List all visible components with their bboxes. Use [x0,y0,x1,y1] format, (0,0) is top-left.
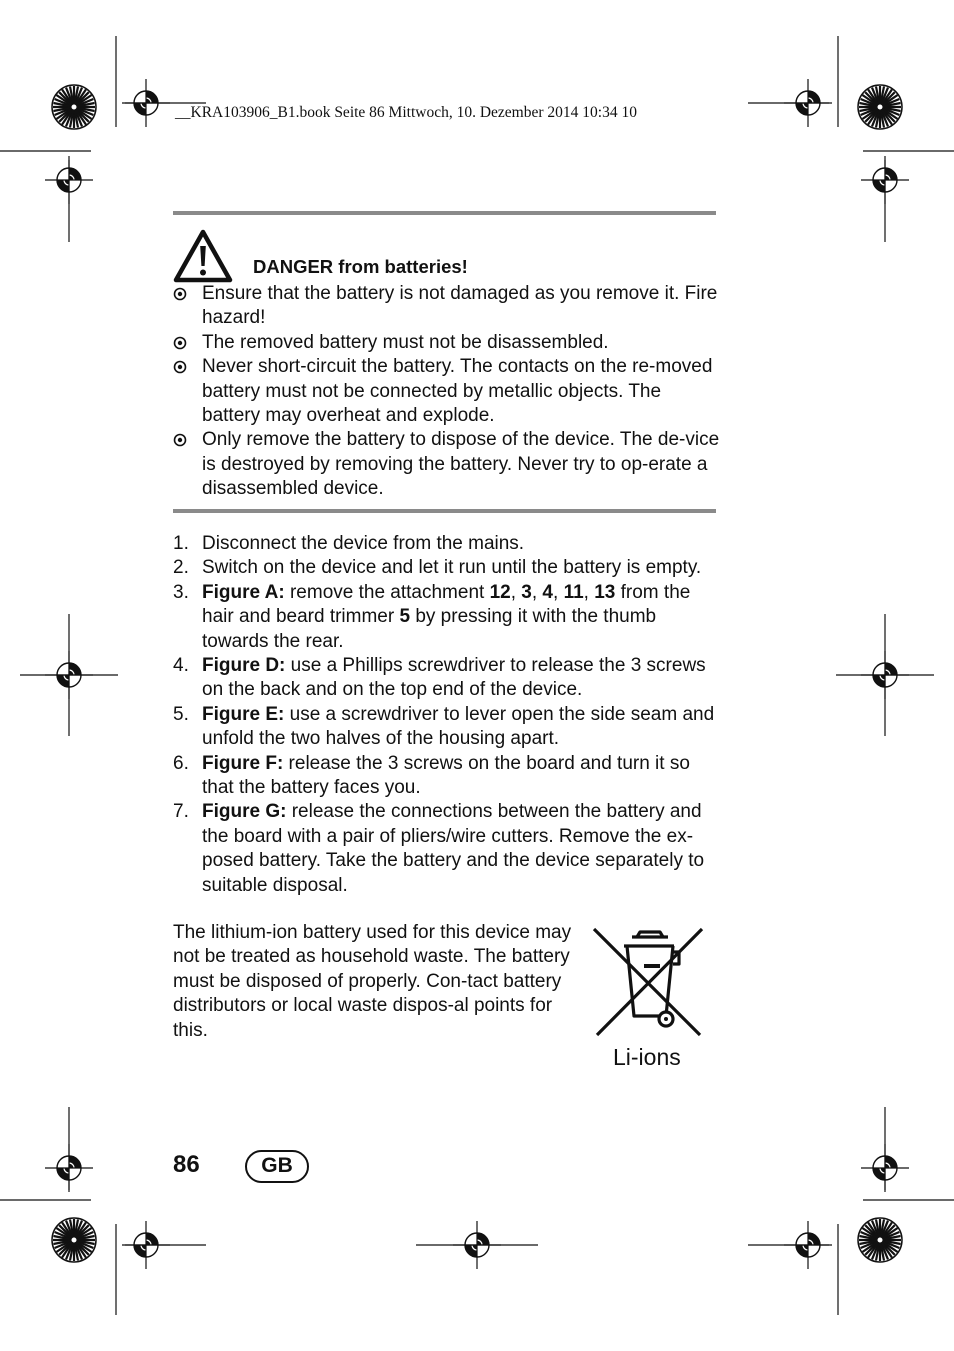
page-number: 86 [173,1151,200,1178]
step-2 [173,556,721,580]
list-item [173,282,721,331]
step-number: 5. [173,703,189,725]
bullet-text: Never short-circuit the battery. The contacts on the re-moved battery must not be connected by metallic objects. The battery may overheat and explode. [202,356,713,427]
separator: , [510,581,522,603]
step-text: release the connections between the battery and the board with a pair of pliers/wire cutters. Remove the ex-posed battery. Take the battery and the device separately to suitable disposal. [202,801,705,896]
circle-bullet-icon [173,360,187,374]
separator: , [531,581,543,603]
part-ref: 12 [489,581,511,603]
circle-bullet-icon [173,336,187,350]
print-file-info: __KRA103906_B1.book Seite 86 Mittwoch, 10. Dezember 2014 10:34 10 [175,104,637,121]
danger-box-top-rule [173,211,716,215]
list-item [173,331,721,355]
step-text: use a Phillips screwdriver to release the 3 screws on the back and on the top end of the device. [202,655,706,701]
circle-bullet-icon [173,287,187,301]
step-number: 7. [173,801,189,823]
bin-icon-caption: Li-ions [613,1044,681,1070]
circle-bullet-icon [173,433,187,447]
step-text: Switch on the device and let it run until the battery is empty. [202,557,702,579]
danger-box-bottom-rule [173,509,716,513]
part-ref: 4 [542,581,553,603]
list-item [173,355,721,428]
danger-bullet-list [173,282,721,502]
step-number: 4. [173,655,189,677]
separator: , [553,581,564,603]
bullet-text: Ensure that the battery is not damaged as you remove it. Fire hazard! [202,283,718,329]
disassembly-steps [173,532,721,898]
step-number: 2. [173,557,189,579]
step-number: 3. [173,581,189,603]
list-item [173,428,721,501]
step-4 [173,654,721,703]
figure-label: Figure F: [202,752,284,774]
part-ref: 3 [521,581,532,603]
part-ref: 11 [563,581,584,603]
part-ref: 5 [399,606,411,628]
bullet-text: Only remove the battery to dispose of the device. The de-vice is destroyed by removing the battery. Never try to op-erate a disassembled device. [202,429,720,500]
figure-label: Figure E: [202,703,285,725]
country-code-badge: GB [245,1150,309,1183]
step-3 [173,581,721,654]
figure-label: Figure A: [202,581,285,603]
crossed-out-wheelie-bin-icon [590,924,706,1040]
step-1 [173,532,721,556]
step-6 [173,752,721,801]
step-text: Disconnect the device from the mains. [202,533,525,554]
figure-label: Figure D: [202,655,286,677]
step-text: release the 3 screws on the board and turn it so that the battery faces you. [202,752,690,799]
figure-label: Figure G: [202,801,287,823]
danger-title: DANGER from batteries! [253,256,468,277]
step-5 [173,703,721,752]
step-number: 1. [173,533,189,554]
warning-triangle-icon [173,229,233,283]
bullet-text: The removed battery must not be disassembled. [202,331,609,353]
part-ref: 13 [594,581,616,603]
step-7 [173,800,721,898]
disposal-notice: The lithium-ion battery used for this device may not be treated as household waste. The battery must be disposed of properly. Con-tact battery distributors or local waste dispos-al points for this. [173,922,572,1041]
step-number: 6. [173,752,189,774]
separator: , [583,581,595,603]
step-text: by pressing it with the thumb towards the rear. [202,606,657,652]
step-text: from the hair and beard trimmer [202,581,691,628]
step-text: remove the attachment [284,581,490,603]
step-text: use a screwdriver to lever open the side seam and unfold the two halves of the housing apart. [202,703,715,750]
